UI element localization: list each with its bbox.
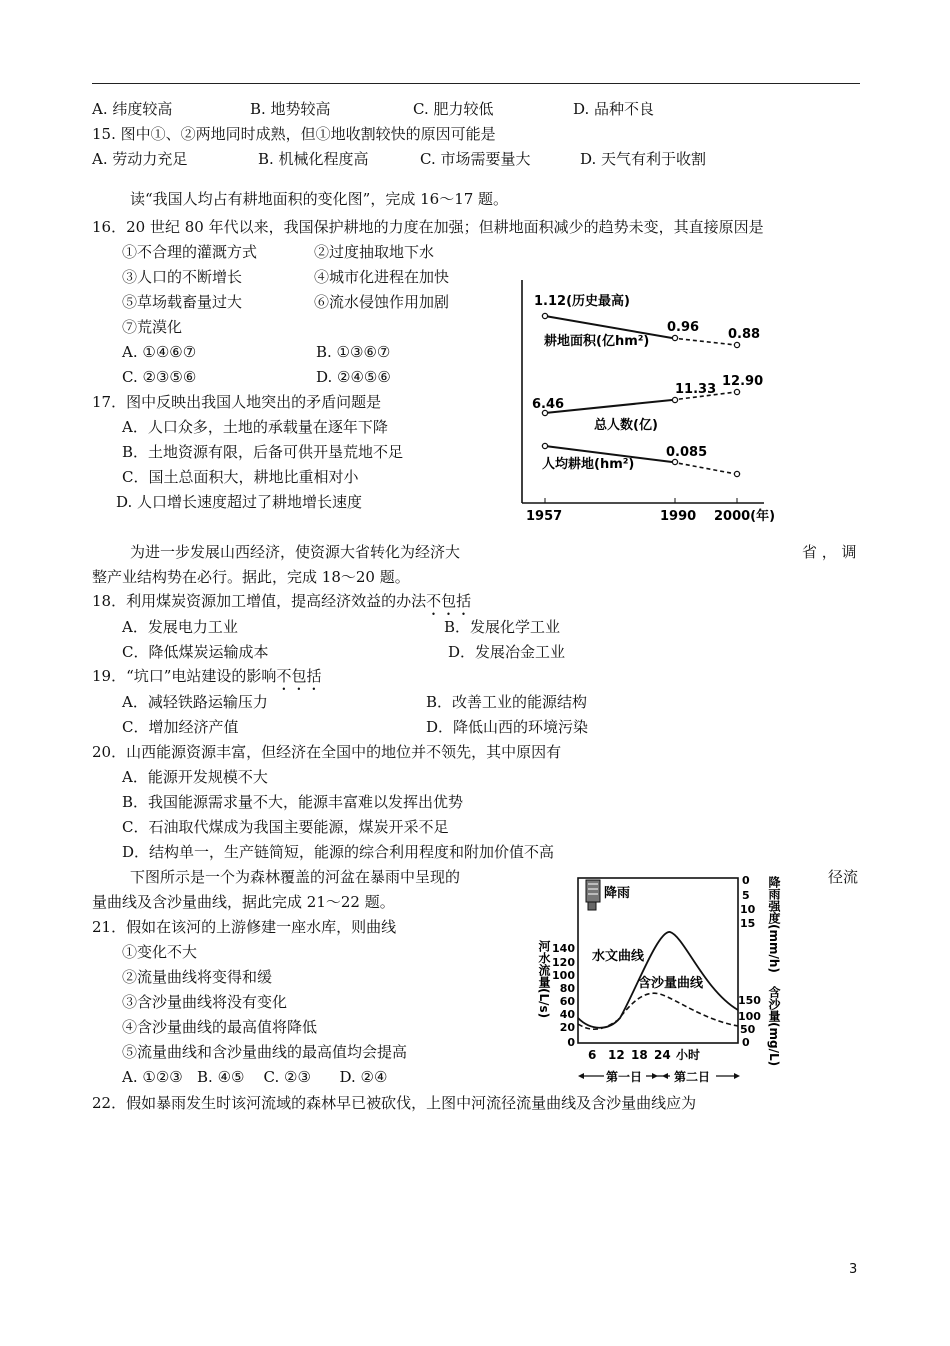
intro-16-17: 读“我国人均占有耕地面积的变化图”，完成 16～17 题。 bbox=[130, 190, 509, 208]
q21-item-2: ②流量曲线将变得和缓 bbox=[122, 968, 273, 986]
q18-option-a: A．发展电力工业 bbox=[122, 618, 238, 636]
q18-option-d: D．发展冶金工业 bbox=[448, 643, 566, 661]
q16-item-7: ⑦荒漠化 bbox=[122, 318, 183, 336]
q14-option-d: D. 品种不良 bbox=[573, 100, 655, 118]
q20-option-c: C．石油取代煤成为我国主要能源，煤炭开采不足 bbox=[122, 818, 449, 836]
q19-option-d: D．降低山西的环境污染 bbox=[426, 718, 589, 736]
population-value-2000: 12.90 bbox=[722, 374, 764, 389]
q19-stem: 19．“坑口”电站建设的影响不包括 bbox=[92, 667, 322, 685]
page-number: 3 bbox=[849, 1262, 858, 1277]
q20-stem: 20．山西能源资源丰富，但经济在全国中的地位并不领先，其中原因有 bbox=[92, 743, 562, 761]
farmland-value-1990: 0.96 bbox=[667, 320, 700, 335]
x-tick-6: 6 bbox=[588, 1048, 597, 1062]
rain-legend: 降雨 bbox=[604, 886, 631, 901]
left-tick-120: 120 bbox=[552, 956, 575, 969]
q22-stem: 22．假如暴雨发生时该河流域的森林早已被砍伐，上图中河流径流量曲线及含沙量曲线应为 bbox=[92, 1094, 697, 1112]
right-top-tick-5: 5 bbox=[742, 889, 750, 902]
x-tick-2000: 2000(年) bbox=[714, 509, 776, 524]
right-bottom-axis-label: 含沙量(mg/L) bbox=[767, 986, 781, 1067]
intro-21-22-line1-end: 径流 bbox=[828, 868, 859, 886]
right-top-tick-15: 15 bbox=[740, 917, 756, 930]
runoff-sediment-chart bbox=[528, 870, 790, 1086]
q19-option-a: A．减轻铁路运输压力 bbox=[122, 693, 268, 711]
q16-option-b: B. ①③⑥⑦ bbox=[316, 343, 391, 361]
q21-stem: 21．假如在该河的上游修建一座水库，则曲线 bbox=[92, 918, 397, 936]
population-value-1957: 6.46 bbox=[532, 397, 565, 412]
left-tick-0: 0 bbox=[567, 1036, 575, 1049]
x-tick-1957: 1957 bbox=[526, 509, 563, 524]
left-tick-60: 60 bbox=[559, 995, 575, 1008]
x-tick-12: 12 bbox=[608, 1048, 625, 1062]
q15-stem: 15. 图中①、②两地同时成熟，但①地收割较快的原因可能是 bbox=[92, 125, 496, 143]
q16-option-d: D. ②④⑤⑥ bbox=[316, 368, 391, 386]
q15-option-a: A. 劳动力充足 bbox=[92, 150, 188, 168]
q16-item-6: ⑥流水侵蚀作用加剧 bbox=[314, 293, 450, 311]
farmland-label: 耕地面积(亿hm²) bbox=[544, 334, 650, 349]
q16-item-1: ①不合理的灌溉方式 bbox=[122, 243, 258, 261]
header-rule bbox=[92, 83, 860, 84]
q17-option-b: B．土地资源有限，后备可供开垦荒地不足 bbox=[122, 443, 404, 461]
x-tick-1990: 1990 bbox=[660, 509, 697, 524]
q21-item-5: ⑤流量曲线和含沙量曲线的最高值均会提高 bbox=[122, 1043, 408, 1061]
q21-item-1: ①变化不大 bbox=[122, 943, 198, 961]
hydro-curve-label: 水文曲线 bbox=[592, 949, 645, 964]
q19-option-c: C．增加经济产值 bbox=[122, 718, 239, 736]
q20-option-d: D．结构单一，生产链简短，能源的综合利用程度和附加价值不高 bbox=[122, 843, 555, 861]
intro-18-20-line2: 整产业结构势在必行。据此，完成 18～20 题。 bbox=[92, 568, 410, 586]
day-2-label: 第二日 bbox=[674, 1070, 711, 1084]
q16-stem: 16．20 世纪 80 年代以来，我国保护耕地的力度在加强；但耕地面积减少的趋势未变，其直接原因是 bbox=[92, 218, 764, 236]
day-1-label: 第一日 bbox=[606, 1070, 643, 1084]
sediment-curve-label: 含沙量曲线 bbox=[638, 976, 704, 991]
q17-stem: 17．图中反映出我国人地突出的矛盾问题是 bbox=[92, 393, 382, 411]
q16-option-a: A. ①④⑥⑦ bbox=[122, 343, 197, 361]
farmland-value-1957: 1.12(历史最高) bbox=[534, 294, 630, 309]
q21-options: A. ①②③ B. ④⑤ C. ②③ D. ②④ bbox=[122, 1068, 388, 1086]
q15-option-c: C. 市场需要量大 bbox=[420, 150, 531, 168]
left-tick-140: 140 bbox=[552, 942, 575, 955]
q15-option-b: B. 机械化程度高 bbox=[258, 150, 369, 168]
intro-18-20-line1-end: 省 ， 调 bbox=[802, 543, 857, 561]
intro-18-20-line1: 为进一步发展山西经济，使资源大省转化为经济大 bbox=[130, 543, 461, 561]
q20-option-b: B．我国能源需求量不大，能源丰富难以发挥出优势 bbox=[122, 793, 464, 811]
q16-item-3: ③人口的不断增长 bbox=[122, 268, 243, 286]
percapita-label: 人均耕地(hm²) bbox=[542, 457, 635, 472]
intro-21-22-line1: 下图所示是一个为森林覆盖的河盆在暴雨中呈现的 bbox=[130, 868, 461, 886]
right-bottom-tick-50: 50 bbox=[740, 1023, 756, 1036]
q19-option-b: B．改善工业的能源结构 bbox=[426, 693, 588, 711]
q17-option-a: A．人口众多，土地的承载量在逐年下降 bbox=[122, 418, 388, 436]
right-bottom-tick-150: 150 bbox=[738, 994, 761, 1007]
population-label: 总人数(亿) bbox=[594, 418, 658, 433]
q18-stem: 18．利用煤炭资源加工增值，提高经济效益的办法不包括 bbox=[92, 592, 472, 610]
q16-item-4: ④城市化进程在加快 bbox=[314, 268, 450, 286]
q20-option-a: A．能源开发规模不大 bbox=[122, 768, 268, 786]
q16-item-5: ⑤草场载畜量过大 bbox=[122, 293, 243, 311]
q17-option-c: C．国土总面积大，耕地比重相对小 bbox=[122, 468, 359, 486]
q15-option-d: D. 天气有利于收割 bbox=[580, 150, 707, 168]
left-tick-100: 100 bbox=[552, 969, 575, 982]
right-top-tick-10: 10 bbox=[740, 903, 756, 916]
x-tick-hours: 小时 bbox=[676, 1048, 701, 1062]
right-top-tick-0: 0 bbox=[742, 874, 750, 887]
q17-option-d: D. 人口增长速度超过了耕地增长速度 bbox=[116, 493, 363, 511]
left-tick-40: 40 bbox=[559, 1008, 575, 1021]
population-value-1990: 11.33 bbox=[675, 382, 717, 397]
right-bottom-tick-0: 0 bbox=[742, 1036, 750, 1049]
farmland-value-2000: 0.88 bbox=[728, 327, 761, 342]
q21-item-4: ④含沙量曲线的最高值将降低 bbox=[122, 1018, 318, 1036]
q16-item-2: ②过度抽取地下水 bbox=[314, 243, 435, 261]
right-top-axis-label: 降雨强度(mm/h) bbox=[767, 876, 781, 973]
q18-option-b: B．发展化学工业 bbox=[444, 618, 561, 636]
percapita-value-1990: 0.085 bbox=[666, 445, 708, 460]
q14-option-b: B. 地势较高 bbox=[250, 100, 331, 118]
q14-option-a: A. 纬度较高 bbox=[92, 100, 173, 118]
q16-option-c: C. ②③⑤⑥ bbox=[122, 368, 197, 386]
left-tick-20: 20 bbox=[559, 1021, 575, 1034]
intro-21-22-line2: 量曲线及含沙量曲线，据此完成 21～22 题。 bbox=[92, 893, 395, 911]
q14-option-c: C. 肥力较低 bbox=[413, 100, 494, 118]
q18-option-c: C．降低煤炭运输成本 bbox=[122, 643, 269, 661]
left-axis-label: 河水流量(L/s) bbox=[537, 940, 551, 1019]
farmland-change-chart bbox=[518, 278, 776, 526]
x-tick-24: 24 bbox=[654, 1048, 671, 1062]
q21-item-3: ③含沙量曲线将没有变化 bbox=[122, 993, 288, 1011]
left-tick-80: 80 bbox=[559, 982, 575, 995]
x-tick-18: 18 bbox=[631, 1048, 648, 1062]
right-bottom-tick-100: 100 bbox=[738, 1010, 761, 1023]
